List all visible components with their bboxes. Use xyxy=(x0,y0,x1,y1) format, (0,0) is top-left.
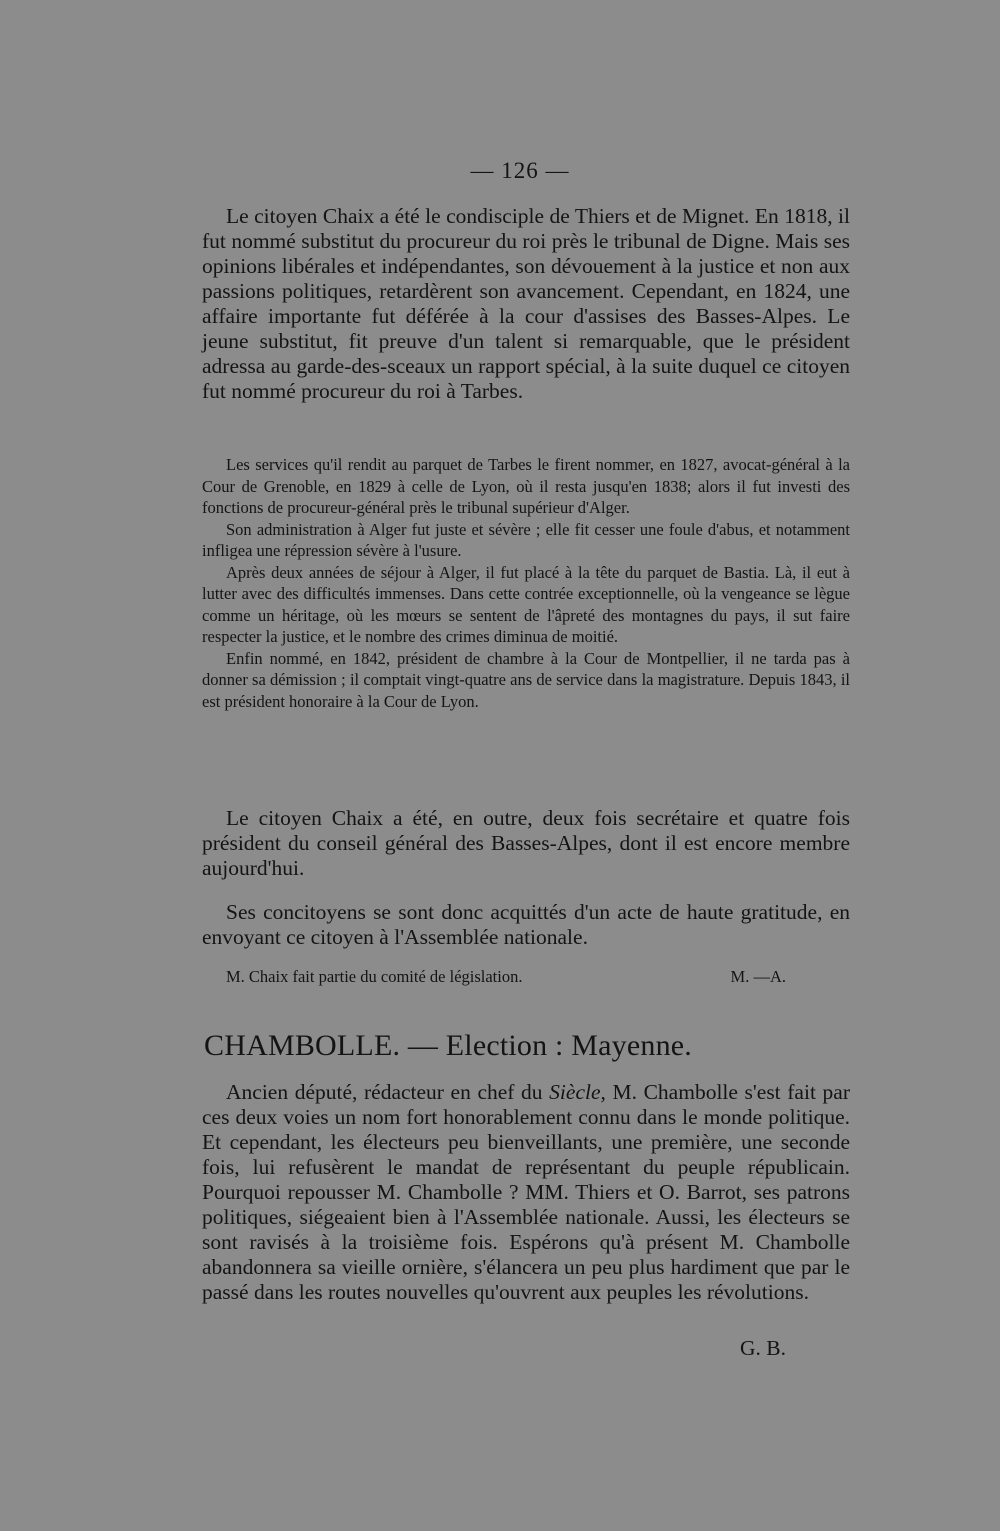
intro-paragraph: Le citoyen Chaix a été le condisciple de Thiers et de Mignet. En 1818, il fut nommé substitut du procureur du roi près le tribunal de Digne. Mais ses opinions libérales et indépendantes, son dévouement à la justice et non aux passions politiques, retardèrent son avancement. Cependant, en 1824, une affaire importante fut déférée à la cour d'assises des Basses-Alpes. Le jeune substitut, fit preuve d'un talent si remarquable, que le président adressa au garde-des-sceaux un rapport spécial, à la suite duquel ce citoyen fut nommé procureur du roi à Tarbes. xyxy=(202,204,850,403)
career-paragraph-tarbes: Les services qu'il rendit au parquet de Tarbes le firent nommer, en 1827, avocat-général à la Cour de Grenoble, en 1829 à celle de Lyon, où il resta jusqu'en 1838; alors il fut investi des fonctions de procureur-général près le tribunal supérieur d'Alger. xyxy=(202,455,850,517)
intro-paragraph-block xyxy=(202,204,850,404)
section-heading: CHAMBOLLE. — Election : Mayenne. xyxy=(204,1029,692,1062)
chambolle-paragraph xyxy=(202,1080,850,1305)
gratitude-paragraph-block xyxy=(202,900,850,950)
committee-note: M. Chaix fait partie du comité de législation. xyxy=(226,967,523,986)
chambolle-paragraph-block xyxy=(202,1080,850,1305)
committee-signature: M. —A. xyxy=(730,967,786,986)
career-paragraph-bastia: Après deux années de séjour à Alger, il fut placé à la tête du parquet de Bastia. Là, il eut à lutter avec des difficultés immenses. Dans cette contrée exceptionnelle, où la vengeance se lègue comme un héritage, où les mœurs se sentent de l'âpreté des montagnes du pays, il sut faire respecter la justice, et le nombre des crimes diminua de moitié. xyxy=(202,562,850,646)
gratitude-paragraph: Ses concitoyens se sont donc acquittés d'un acte de haute gratitude, en envoyant ce citoyen à l'Assemblée nationale. xyxy=(202,900,850,949)
page-number: — 126 — xyxy=(470,158,570,183)
career-paragraph-montpellier: Enfin nommé, en 1842, président de chambre à la Cour de Montpellier, il ne tarda pas à donner sa démission ; il comptait vingt-quatre ans de service dans la magistrature. Depuis 1843, il est président honoraire à la Cour de Lyon. xyxy=(202,648,850,711)
career-details-block xyxy=(202,454,850,712)
council-paragraph: Le citoyen Chaix a été, en outre, deux fois secrétaire et quatre fois président du conseil général des Basses-Alpes, dont il est encore membre aujourd'hui. xyxy=(202,806,850,880)
committee-line xyxy=(226,966,786,987)
chambolle-text-rest: , M. Chambolle s'est fait par ces deux voies un nom fort honorablement connu dans le monde politique. Et cependant, les électeurs peu bienveillants, une première, une seconde fois, lui refusèrent le mandat de représentant du peuple républicain. Pourquoi repousser M. Chambolle ? MM. Thiers et O. Barrot, ses patrons politiques, siégeaient bien à l'Assemblée nationale. Aussi, les électeurs se sont ravisés à la troisième fois. Espérons qu'à présent M. Chambolle abandonnera sa vieille ornière, s'élancera un peu plus hardiment que par le passé dans les routes nouvelles qu'ouvrent aux peuples les révolutions. xyxy=(202,1080,850,1304)
council-paragraph-block xyxy=(202,806,850,881)
career-paragraph-alger: Son administration à Alger fut juste et sévère ; elle fit cesser une foule d'abus, et notamment infligea une répression sévère à l'usure. xyxy=(202,519,850,560)
chambolle-text-start: Ancien député, rédacteur en chef du xyxy=(226,1080,550,1104)
chambolle-signature: G. B. xyxy=(740,1336,786,1360)
journal-title: Siècle xyxy=(549,1080,601,1104)
